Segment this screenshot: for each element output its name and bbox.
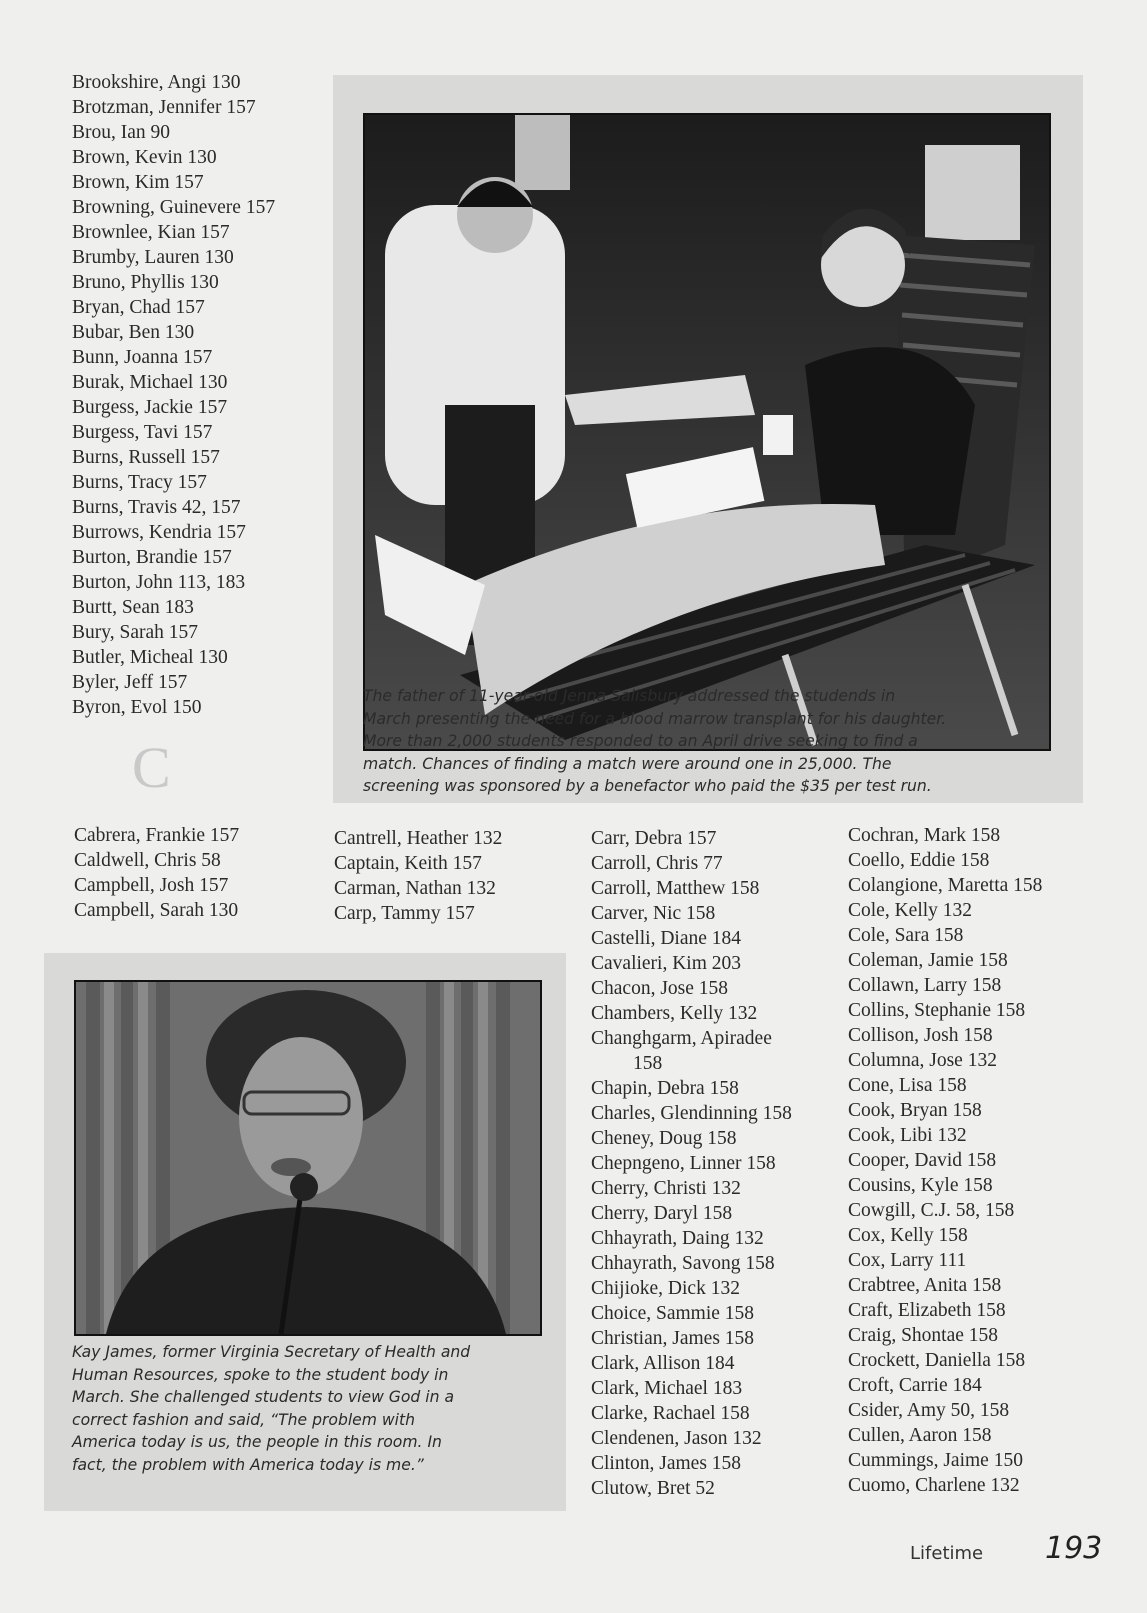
photo-caption-top xyxy=(363,685,1063,798)
photo-panel-top xyxy=(333,75,1083,803)
index-entry: Clinton, James 158 xyxy=(591,1453,742,1474)
index-entry: Carr, Debra 157 xyxy=(591,828,717,849)
index-entry: Changhgarm, Apiradee xyxy=(591,1028,772,1049)
index-entry: Chhayrath, Daing 132 xyxy=(591,1228,764,1249)
caption-line: March. She challenged students to view God in a xyxy=(72,1388,455,1406)
index-entry: Caldwell, Chris 58 xyxy=(74,850,221,871)
index-column-c3 xyxy=(591,826,792,1501)
index-entry: Cooper, David 158 xyxy=(848,1150,997,1171)
index-column-c2 xyxy=(334,826,502,926)
index-entry: Clark, Allison 184 xyxy=(591,1353,735,1374)
index-entry: Cone, Lisa 158 xyxy=(848,1075,967,1096)
index-entry: Cuomo, Charlene 132 xyxy=(848,1475,1020,1496)
index-entry: Carver, Nic 158 xyxy=(591,903,716,924)
index-entry: Charles, Glendinning 158 xyxy=(591,1103,792,1124)
caption-line: screening was sponsored by a benefactor who paid the $35 per test run. xyxy=(363,777,932,795)
index-entry: Cochran, Mark 158 xyxy=(848,825,1001,846)
index-entry: Cox, Larry 111 xyxy=(848,1250,967,1271)
index-entry: Burak, Michael 130 xyxy=(72,372,228,393)
caption-line: Kay James, former Virginia Secretary of Health and xyxy=(72,1343,471,1361)
index-entry: Burrows, Kendria 157 xyxy=(72,522,246,543)
index-entry: Chacon, Jose 158 xyxy=(591,978,729,999)
index-entry: Brotzman, Jennifer 157 xyxy=(72,97,256,118)
index-entry: Cherry, Daryl 158 xyxy=(591,1203,733,1224)
index-entry: Carp, Tammy 157 xyxy=(334,903,475,924)
index-entry: Cherry, Christi 132 xyxy=(591,1178,741,1199)
section-letter-c: C xyxy=(132,735,171,800)
index-entry: Craft, Elizabeth 158 xyxy=(848,1300,1006,1321)
index-entry: Cousins, Kyle 158 xyxy=(848,1175,993,1196)
index-entry: Chepngeno, Linner 158 xyxy=(591,1153,776,1174)
index-entry: Butler, Micheal 130 xyxy=(72,647,228,668)
index-column-c4 xyxy=(848,823,1042,1498)
index-entry: Bunn, Joanna 157 xyxy=(72,347,213,368)
index-entry: Collison, Josh 158 xyxy=(848,1025,993,1046)
index-entry: Cheney, Doug 158 xyxy=(591,1128,737,1149)
index-entry: Burgess, Tavi 157 xyxy=(72,422,213,443)
index-entry: Craig, Shontae 158 xyxy=(848,1325,999,1346)
index-entry: 158 xyxy=(633,1053,663,1074)
index-entry: Crockett, Daniella 158 xyxy=(848,1350,1026,1371)
index-entry: Coleman, Jamie 158 xyxy=(848,950,1008,971)
index-entry: Burtt, Sean 183 xyxy=(72,597,194,618)
index-entry: Castelli, Diane 184 xyxy=(591,928,742,949)
index-entry: Crabtree, Anita 158 xyxy=(848,1275,1002,1296)
index-entry: Burns, Tracy 157 xyxy=(72,472,207,493)
index-entry: Carroll, Chris 77 xyxy=(591,853,723,874)
index-entry: Brou, Ian 90 xyxy=(72,122,171,143)
index-entry: Croft, Carrie 184 xyxy=(848,1375,982,1396)
index-entry: Clendenen, Jason 132 xyxy=(591,1428,762,1449)
index-entry: Christian, James 158 xyxy=(591,1328,755,1349)
index-entry: Brookshire, Angi 130 xyxy=(72,72,241,93)
index-entry: Clark, Michael 183 xyxy=(591,1378,743,1399)
index-entry: Burns, Russell 157 xyxy=(72,447,220,468)
index-entry: Browning, Guinevere 157 xyxy=(72,197,276,218)
index-entry: Clarke, Rachael 158 xyxy=(591,1403,750,1424)
index-entry: Clutow, Bret 52 xyxy=(591,1478,715,1499)
section-footer-label: Lifetime xyxy=(910,1543,984,1564)
caption-line: March presenting the need for a blood marrow transplant for his daughter. xyxy=(363,709,947,728)
index-entry: Cowgill, C.J. 58, 158 xyxy=(848,1200,1015,1221)
index-entry: Brumby, Lauren 130 xyxy=(72,247,234,268)
index-entry: Bruno, Phyllis 130 xyxy=(72,272,219,293)
speaker-photo xyxy=(74,980,542,1336)
index-entry: Carroll, Matthew 158 xyxy=(591,878,760,899)
index-entry: Chapin, Debra 158 xyxy=(591,1078,739,1099)
index-entry: Coello, Eddie 158 xyxy=(848,850,990,871)
caption-line: The father of 11-year-old Jenna Salisbury addressed the studends in xyxy=(363,687,896,705)
index-entry: Cantrell, Heather 132 xyxy=(334,828,503,849)
index-entry: Chambers, Kelly 132 xyxy=(591,1003,758,1024)
index-entry: Captain, Keith 157 xyxy=(334,853,482,874)
index-column-b xyxy=(72,70,275,720)
index-entry: Cook, Bryan 158 xyxy=(848,1100,982,1121)
index-entry: Choice, Sammie 158 xyxy=(591,1303,755,1324)
index-entry: Cabrera, Frankie 157 xyxy=(74,825,240,846)
caption-line: match. Chances of finding a match were around one in 25,000. The xyxy=(363,754,892,773)
index-entry: Columna, Jose 132 xyxy=(848,1050,997,1071)
caption-line: More than 2,000 students responded to an April drive seeking to find a xyxy=(363,732,918,750)
index-entry: Brown, Kevin 130 xyxy=(72,147,217,168)
index-entry: Bubar, Ben 130 xyxy=(72,322,195,343)
index-entry: Cummings, Jaime 150 xyxy=(848,1450,1023,1471)
index-entry: Csider, Amy 50, 158 xyxy=(848,1400,1010,1421)
index-entry: Chijioke, Dick 132 xyxy=(591,1278,740,1299)
index-entry: Cullen, Aaron 158 xyxy=(848,1425,992,1446)
index-entry: Cavalieri, Kim 203 xyxy=(591,953,742,974)
index-entry: Byler, Jeff 157 xyxy=(72,672,188,693)
photo-caption-bottom xyxy=(72,1341,552,1476)
blood-drive-photo xyxy=(363,113,1051,751)
caption-line: Human Resources, spoke to the student body in xyxy=(72,1365,449,1384)
index-entry: Brown, Kim 157 xyxy=(72,172,204,193)
page-number: 193 xyxy=(1045,1531,1103,1566)
index-entry: Burgess, Jackie 157 xyxy=(72,397,228,418)
index-entry: Burns, Travis 42, 157 xyxy=(72,497,241,518)
index-entry: Bryan, Chad 157 xyxy=(72,297,205,318)
index-entry: Chhayrath, Savong 158 xyxy=(591,1253,775,1274)
index-entry: Cook, Libi 132 xyxy=(848,1125,967,1146)
index-entry: Carman, Nathan 132 xyxy=(334,878,496,899)
caption-line: fact, the problem with America today is me.” xyxy=(72,1455,424,1474)
index-entry: Campbell, Sarah 130 xyxy=(74,900,239,921)
index-column-c1 xyxy=(74,823,239,923)
index-entry: Colangione, Maretta 158 xyxy=(848,875,1043,896)
caption-line: America today is us, the people in this room. In xyxy=(72,1433,442,1451)
index-entry: Collawn, Larry 158 xyxy=(848,975,1002,996)
index-entry: Burton, John 113, 183 xyxy=(72,572,246,593)
index-entry: Byron, Evol 150 xyxy=(72,697,202,718)
index-entry: Cole, Kelly 132 xyxy=(848,900,973,921)
index-entry: Brownlee, Kian 157 xyxy=(72,222,230,243)
index-entry: Collins, Stephanie 158 xyxy=(848,1000,1026,1021)
index-entry: Cox, Kelly 158 xyxy=(848,1225,968,1246)
index-entry: Campbell, Josh 157 xyxy=(74,875,229,896)
index-entry: Burton, Brandie 157 xyxy=(72,547,232,568)
index-entry: Cole, Sara 158 xyxy=(848,925,964,946)
index-entry: Bury, Sarah 157 xyxy=(72,622,199,643)
photo-panel-bottom xyxy=(44,953,566,1511)
caption-line: correct fashion and said, “The problem with xyxy=(72,1410,416,1429)
